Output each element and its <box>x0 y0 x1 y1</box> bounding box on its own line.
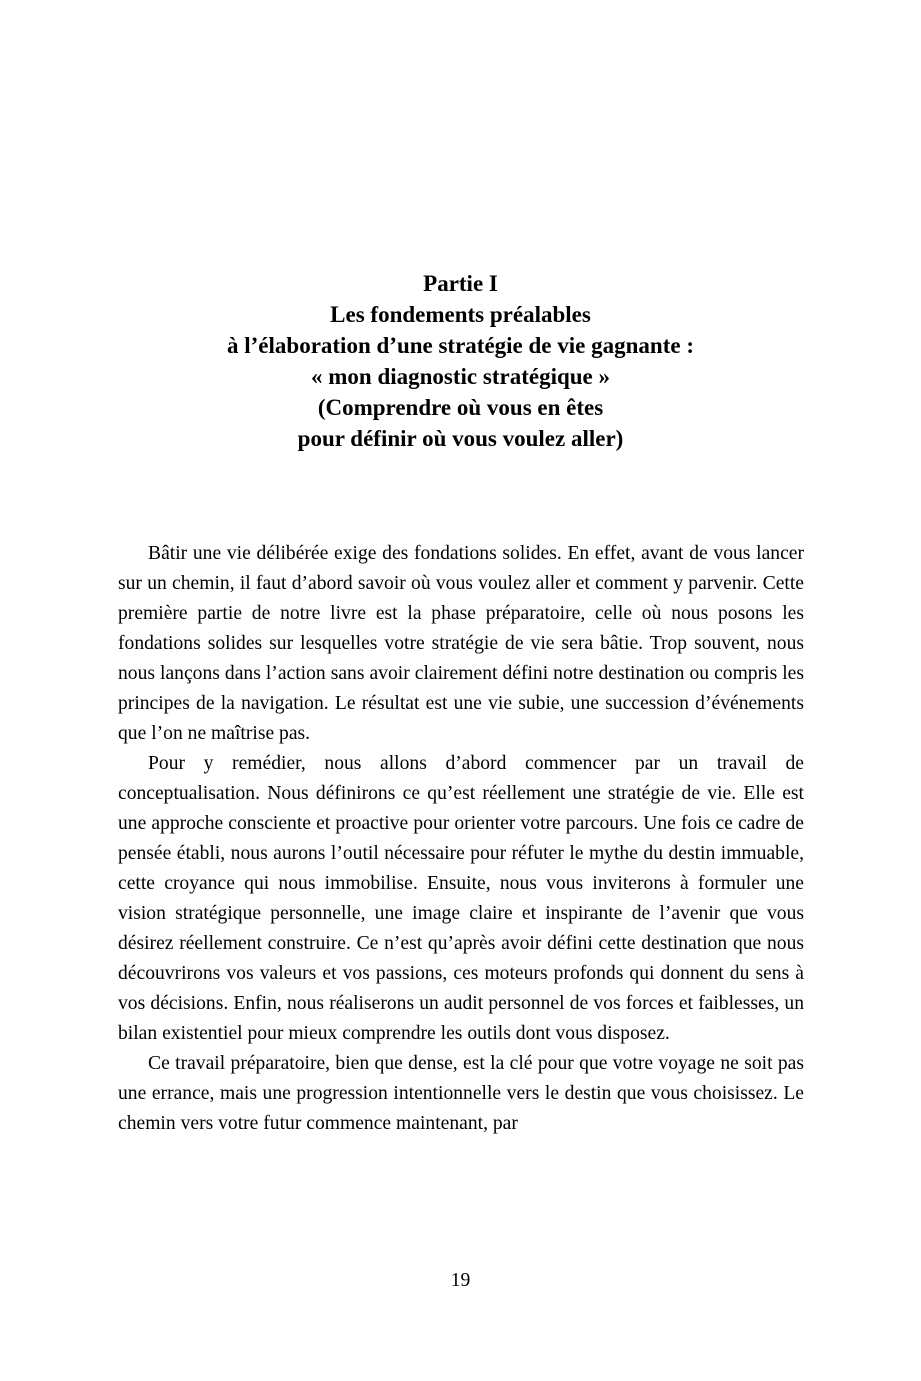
page-number: 19 <box>450 1270 471 1291</box>
part-subtitle-line-5: pour définir où vous voulez aller) <box>297 426 624 451</box>
part-subtitle-line-3: « mon diagnostic stratégique » <box>311 364 610 389</box>
part-title: Partie I <box>423 271 498 296</box>
part-subtitle-line-2: à l’élaboration d’une stratégie de vie gagnante : <box>227 333 694 358</box>
paragraph-1: Bâtir une vie délibérée exige des fondations solides. En effet, avant de vous lancer sur un chemin, il faut d’abord savoir où vous voulez aller et comment y parvenir. Cette première partie de notre livre est la phase préparatoire, celle où nous posons les fondations solides sur lesquelles votre stratégie de vie sera bâtie. Trop souvent, nous nous lançons dans l’action sans avoir clairement défini notre destination ou compris les principes de la navigation. Le résultat est une vie subie, une succession d’événements que l’on ne maîtrise pas. <box>118 543 804 744</box>
part-subtitle-line-1: Les fondements préalables <box>330 302 591 327</box>
paragraph-2: Pour y remédier, nous allons d’abord commencer par un travail de conceptualisation. Nous définirons ce qu’est réellement une stratégie de vie. Elle est une approche consciente et proactive pour orienter votre parcours. Une fois ce cadre de pensée établi, nous aurons l’outil nécessaire pour réfuter le mythe du destin immuable, cette croyance qui nous immobilise. Ensuite, nous vous inviterons à formuler une vision stratégique personnelle, une image claire et inspirante de l’avenir que vous désirez réellement construire. Ce n’est qu’après avoir défini cette destination que nous découvrirons vos valeurs et vos passions, ces moteurs profonds qui donnent du sens à vos décisions. Enfin, nous réaliserons un audit personnel de vos forces et faiblesses, un bilan existentiel pour mieux comprendre les outils dont vous disposez. <box>118 753 804 1044</box>
paragraph-3: Ce travail préparatoire, bien que dense, est la clé pour que votre voyage ne soit pas une errance, mais une progression intentionnelle vers le destin que vous choisissez. Le chemin vers votre futur commence maintenant, par <box>118 1053 804 1134</box>
part-heading <box>0 268 921 454</box>
body-text <box>118 539 804 1139</box>
part-subtitle-line-4: (Comprendre où vous en êtes <box>317 395 604 420</box>
